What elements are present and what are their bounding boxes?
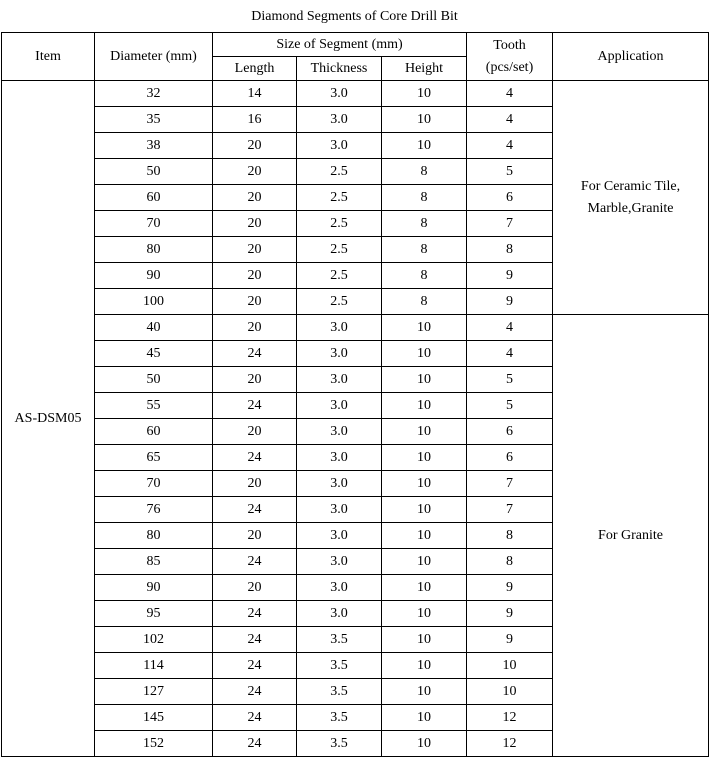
length-cell: 14 (213, 81, 297, 107)
diameter-cell: 70 (95, 471, 213, 497)
diameter-cell: 55 (95, 393, 213, 419)
diameter-cell: 152 (95, 731, 213, 757)
header-segment-size: Size of Segment (mm) (213, 33, 467, 57)
diameter-cell: 90 (95, 263, 213, 289)
tooth-cell: 9 (467, 263, 553, 289)
length-cell: 20 (213, 523, 297, 549)
length-cell: 20 (213, 133, 297, 159)
tooth-cell: 6 (467, 419, 553, 445)
length-cell: 20 (213, 263, 297, 289)
header-tooth-line2: (pcs/set) (485, 59, 534, 75)
thickness-cell: 3.0 (297, 341, 382, 367)
height-cell: 10 (382, 601, 467, 627)
tooth-cell: 8 (467, 523, 553, 549)
tooth-cell: 9 (467, 289, 553, 315)
diameter-cell: 114 (95, 653, 213, 679)
diameter-cell: 85 (95, 549, 213, 575)
length-cell: 24 (213, 627, 297, 653)
thickness-cell: 2.5 (297, 211, 382, 237)
table-body (2, 81, 709, 757)
tooth-cell: 7 (467, 471, 553, 497)
diameter-cell: 38 (95, 133, 213, 159)
diameter-cell: 60 (95, 185, 213, 211)
thickness-cell: 3.0 (297, 107, 382, 133)
tooth-cell: 9 (467, 575, 553, 601)
diameter-cell: 102 (95, 627, 213, 653)
thickness-cell: 2.5 (297, 185, 382, 211)
height-cell: 10 (382, 653, 467, 679)
table-row (2, 315, 709, 341)
height-cell: 8 (382, 185, 467, 211)
height-cell: 8 (382, 237, 467, 263)
header-tooth (467, 33, 553, 81)
diameter-cell: 32 (95, 81, 213, 107)
height-cell: 10 (382, 679, 467, 705)
thickness-cell: 2.5 (297, 289, 382, 315)
tooth-cell: 6 (467, 185, 553, 211)
length-cell: 24 (213, 601, 297, 627)
diameter-cell: 70 (95, 211, 213, 237)
header-height: Height (382, 57, 467, 81)
diameter-cell: 100 (95, 289, 213, 315)
height-cell: 10 (382, 471, 467, 497)
length-cell: 24 (213, 679, 297, 705)
diameter-cell: 90 (95, 575, 213, 601)
height-cell: 10 (382, 523, 467, 549)
application-line1: For Granite (598, 527, 663, 543)
height-cell: 10 (382, 107, 467, 133)
thickness-cell: 2.5 (297, 263, 382, 289)
tooth-cell: 4 (467, 133, 553, 159)
tooth-cell: 4 (467, 315, 553, 341)
thickness-cell: 3.0 (297, 393, 382, 419)
thickness-cell: 2.5 (297, 237, 382, 263)
item-code-cell: AS-DSM05 (2, 81, 95, 757)
spec-table (1, 32, 709, 757)
height-cell: 10 (382, 445, 467, 471)
diameter-cell: 35 (95, 107, 213, 133)
header-diameter: Diameter (mm) (95, 33, 213, 81)
length-cell: 24 (213, 549, 297, 575)
length-cell: 24 (213, 445, 297, 471)
tooth-cell: 9 (467, 627, 553, 653)
header-tooth-line1: Tooth (493, 37, 526, 53)
tooth-cell: 10 (467, 653, 553, 679)
length-cell: 20 (213, 159, 297, 185)
diameter-cell: 50 (95, 367, 213, 393)
length-cell: 20 (213, 575, 297, 601)
length-cell: 24 (213, 393, 297, 419)
length-cell: 20 (213, 315, 297, 341)
tooth-cell: 5 (467, 367, 553, 393)
thickness-cell: 3.0 (297, 549, 382, 575)
height-cell: 10 (382, 133, 467, 159)
length-cell: 20 (213, 237, 297, 263)
diameter-cell: 80 (95, 523, 213, 549)
application-cell (553, 81, 709, 315)
thickness-cell: 3.0 (297, 419, 382, 445)
application-line1: For Ceramic Tile, (580, 178, 681, 194)
diameter-cell: 76 (95, 497, 213, 523)
tooth-cell: 4 (467, 341, 553, 367)
height-cell: 10 (382, 575, 467, 601)
application-line2: Marble,Granite (587, 200, 674, 216)
height-cell: 10 (382, 341, 467, 367)
height-cell: 10 (382, 393, 467, 419)
length-cell: 20 (213, 289, 297, 315)
diameter-cell: 60 (95, 419, 213, 445)
diameter-cell: 80 (95, 237, 213, 263)
diameter-cell: 95 (95, 601, 213, 627)
height-cell: 8 (382, 263, 467, 289)
height-cell: 8 (382, 159, 467, 185)
tooth-cell: 7 (467, 211, 553, 237)
height-cell: 10 (382, 627, 467, 653)
length-cell: 24 (213, 731, 297, 757)
tooth-cell: 4 (467, 81, 553, 107)
table-title: Diamond Segments of Core Drill Bit (251, 9, 458, 24)
diameter-cell: 127 (95, 679, 213, 705)
thickness-cell: 3.0 (297, 471, 382, 497)
diameter-cell: 50 (95, 159, 213, 185)
length-cell: 20 (213, 367, 297, 393)
tooth-cell: 6 (467, 445, 553, 471)
tooth-cell: 5 (467, 393, 553, 419)
length-cell: 24 (213, 705, 297, 731)
thickness-cell: 3.0 (297, 445, 382, 471)
height-cell: 8 (382, 289, 467, 315)
diameter-cell: 40 (95, 315, 213, 341)
thickness-cell: 3.0 (297, 367, 382, 393)
height-cell: 10 (382, 315, 467, 341)
height-cell: 10 (382, 705, 467, 731)
height-cell: 10 (382, 419, 467, 445)
thickness-cell: 2.5 (297, 159, 382, 185)
tooth-cell: 10 (467, 679, 553, 705)
thickness-cell: 3.0 (297, 601, 382, 627)
height-cell: 10 (382, 81, 467, 107)
height-cell: 8 (382, 211, 467, 237)
table-row (2, 81, 709, 107)
length-cell: 16 (213, 107, 297, 133)
tooth-cell: 8 (467, 549, 553, 575)
header-item: Item (2, 33, 95, 81)
thickness-cell: 3.0 (297, 497, 382, 523)
thickness-cell: 3.0 (297, 81, 382, 107)
header-thickness: Thickness (297, 57, 382, 81)
application-cell (553, 315, 709, 757)
length-cell: 24 (213, 341, 297, 367)
height-cell: 10 (382, 549, 467, 575)
tooth-cell: 12 (467, 705, 553, 731)
thickness-cell: 3.5 (297, 653, 382, 679)
height-cell: 10 (382, 497, 467, 523)
tooth-cell: 7 (467, 497, 553, 523)
thickness-cell: 3.0 (297, 133, 382, 159)
tooth-cell: 4 (467, 107, 553, 133)
thickness-cell: 3.0 (297, 575, 382, 601)
length-cell: 20 (213, 211, 297, 237)
height-cell: 10 (382, 367, 467, 393)
length-cell: 24 (213, 653, 297, 679)
tooth-cell: 8 (467, 237, 553, 263)
length-cell: 24 (213, 497, 297, 523)
thickness-cell: 3.5 (297, 679, 382, 705)
length-cell: 20 (213, 419, 297, 445)
thickness-cell: 3.5 (297, 627, 382, 653)
diameter-cell: 65 (95, 445, 213, 471)
diameter-cell: 145 (95, 705, 213, 731)
diameter-cell: 45 (95, 341, 213, 367)
thickness-cell: 3.5 (297, 705, 382, 731)
length-cell: 20 (213, 471, 297, 497)
header-length: Length (213, 57, 297, 81)
tooth-cell: 12 (467, 731, 553, 757)
thickness-cell: 3.0 (297, 523, 382, 549)
tooth-cell: 9 (467, 601, 553, 627)
length-cell: 20 (213, 185, 297, 211)
thickness-cell: 3.5 (297, 731, 382, 757)
thickness-cell: 3.0 (297, 315, 382, 341)
tooth-cell: 5 (467, 159, 553, 185)
height-cell: 10 (382, 731, 467, 757)
header-application: Application (553, 33, 709, 81)
